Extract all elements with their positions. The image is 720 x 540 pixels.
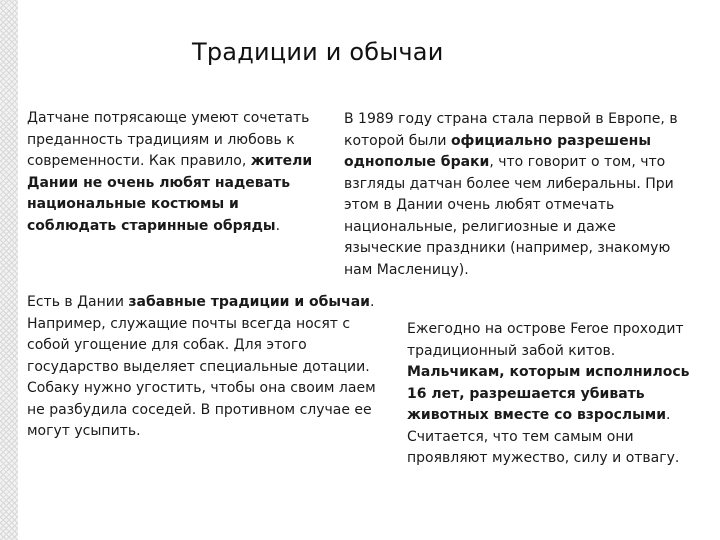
text-span: Есть в Дании: [27, 294, 129, 310]
text-span: , что говорит о том, что взгляды датчан более чем либеральны. При этом в Дании очень любят отмечать национальные, религиозные и даже языческие праздники (например, знакомую нам Масленицу).: [344, 154, 674, 278]
decorative-edge-pattern: [0, 0, 18, 540]
text-span: .: [275, 217, 281, 234]
text-block-costumes: [27, 108, 332, 237]
page-title: Традиции и обычаи: [192, 38, 444, 66]
text-block-feroe: [407, 319, 692, 470]
text-span: . Считается, что тем самым они проявляют мужество, силу и отвагу.: [407, 407, 680, 466]
text-span: В 1989 году страна стала первой в Европе, в которой были: [344, 111, 678, 149]
bold-text: официально разрешены однополые браки: [344, 132, 651, 170]
text-block-funny-traditions: [27, 292, 377, 443]
bold-text: Мальчикам, которым исполнилось 16 лет, разрешается убивать животных вместе со взрослыми: [407, 364, 690, 423]
text-span: . Например, служащие почты всегда носят с собой угощение для собак. Для этого государство выделяет специальные дотации. Собаку нужно угостить, чтобы она своим лаем не разбудила соседей. В противном случае ее могут усыпить.: [27, 294, 376, 439]
text-block-1989: [344, 109, 696, 281]
bold-text: забавные традиции и обычаи: [128, 294, 370, 310]
text-span: Ежегодно на острове Feroe проходит традиционный забой китов.: [407, 321, 684, 359]
bold-text: жители Дании не очень любят надевать национальные костюмы и соблюдать старинные обряды: [27, 153, 313, 234]
text-span: Датчане потрясающе умеют сочетать преданность традициям и любовь к современности. Как правило,: [27, 110, 310, 169]
